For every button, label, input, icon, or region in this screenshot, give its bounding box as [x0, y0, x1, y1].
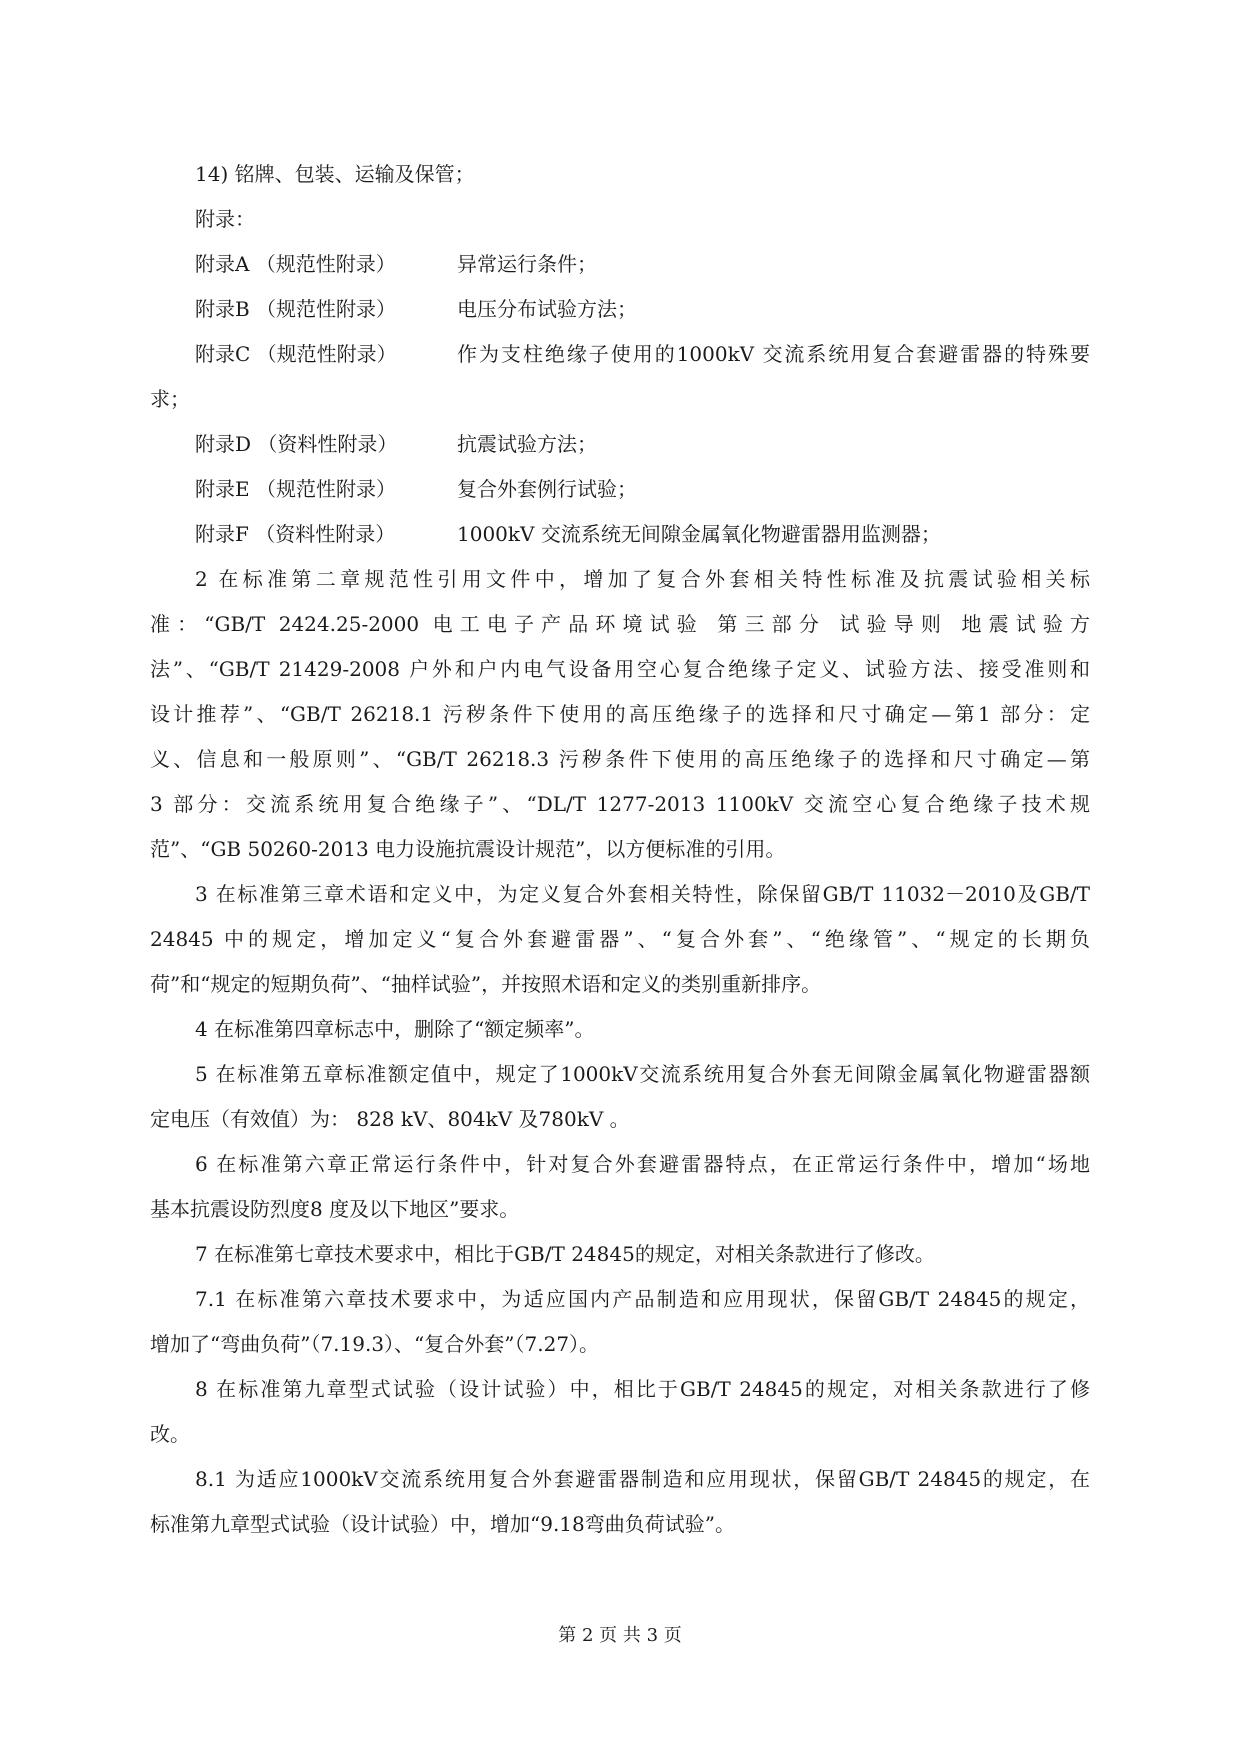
- appendix-f-row: [150, 512, 1090, 557]
- paragraph-2-line: 2 在标准第二章规范性引用文件中，增加了复合外套相关特性标准及抗震试验相关标: [195, 567, 1090, 591]
- appendix-d-desc: 抗震试验方法；: [457, 432, 597, 456]
- appendix-heading: 附录：: [195, 207, 255, 231]
- appendix-b-row: [150, 287, 1090, 332]
- appendix-a-row: [150, 242, 1090, 287]
- appendix-c-desc: 作为支柱绝缘子使用的1000kV 交流系统用复合套避雷器的特殊要: [457, 342, 1090, 366]
- paragraph-3-line: 荷”和“规定的短期负荷”、“抽样试验”，并按照术语和定义的类别重新排序。: [150, 972, 822, 996]
- paragraph-2-line: 准：“GB/T 2424.25-2000 电工电子产品环境试验 第三部分 试验导则 地震试验方: [150, 612, 1090, 636]
- appendix-c-label: 附录C （规范性附录）: [195, 342, 397, 366]
- paragraph-2-line: 设计推荐”、“GB/T 26218.1 污秽条件下使用的高压绝缘子的选择和尺寸确定—第1 部分：定: [150, 702, 1090, 726]
- appendix-c-row: [150, 332, 1090, 377]
- paragraph-7-1-line: 7.1 在标准第六章技术要求中，为适应国内产品制造和应用现状，保留GB/T 24845的规定，: [195, 1287, 1090, 1311]
- paragraph-8-line: 改。: [150, 1422, 190, 1446]
- appendix-a-desc: 异常运行条件；: [457, 252, 597, 276]
- appendix-f-label: 附录F （资料性附录）: [195, 522, 396, 546]
- paragraph-2-line: 法”、“GB/T 21429-2008 户外和户内电气设备用空心复合绝缘子定义、试验方法、接受准则和: [150, 657, 1090, 681]
- paragraph-6: [150, 1142, 1090, 1232]
- paragraph-7: 7 在标准第七章技术要求中，相比于GB/T 24845的规定，对相关条款进行了修改。: [195, 1242, 935, 1266]
- paragraph-6-line: 基本抗震设防烈度8 度及以下地区”要求。: [150, 1197, 520, 1221]
- paragraph-7-1: [150, 1277, 1090, 1367]
- paragraph-4: 4 在标准第四章标志中，删除了“额定频率”。: [195, 1017, 595, 1041]
- document-body: [150, 152, 1090, 1547]
- appendix-a-label: 附录A （规范性附录）: [195, 252, 396, 276]
- paragraph-2: [150, 557, 1090, 872]
- paragraph-8-1: [150, 1457, 1090, 1547]
- appendix-b-label: 附录B （规范性附录）: [195, 297, 397, 321]
- appendix-f-desc: 1000kV 交流系统无间隙金属氧化物避雷器用监测器；: [457, 522, 941, 546]
- paragraph-8: [150, 1367, 1090, 1457]
- paragraph-2-line: 义、信息和一般原则”、“GB/T 26218.3 污秽条件下使用的高压绝缘子的选择和尺寸确定—第: [150, 747, 1090, 771]
- paragraph-8-1-line: 标准第九章型式试验（设计试验）中，增加“9.18弯曲负荷试验”。: [150, 1512, 735, 1536]
- paragraph-6-line: 6 在标准第六章正常运行条件中，针对复合外套避雷器特点，在正常运行条件中，增加“场地: [195, 1152, 1090, 1176]
- appendix-e-desc: 复合外套例行试验；: [457, 477, 637, 501]
- paragraph-5-line: 定电压（有效值）为： 828 kV、804kV 及780kV 。: [150, 1107, 630, 1131]
- paragraph-7-1-line: 增加了“弯曲负荷”（7.19.3）、“复合外套”（7.27）。: [150, 1332, 600, 1356]
- paragraph-5: [150, 1052, 1090, 1142]
- paragraph-8-1-line: 8.1 为适应1000kV交流系统用复合外套避雷器制造和应用现状，保留GB/T 24845的规定，在: [195, 1467, 1090, 1491]
- appendix-b-desc: 电压分布试验方法；: [457, 297, 637, 321]
- paragraph-3-line: 24845 中的规定，增加定义“复合外套避雷器”、“复合外套”、“绝缘管”、“规定的长期负: [150, 927, 1090, 951]
- item-14: 14) 铭牌、包装、运输及保管；: [195, 162, 475, 186]
- paragraph-8-line: 8 在标准第九章型式试验（设计试验）中，相比于GB/T 24845的规定，对相关条款进行了修: [195, 1377, 1090, 1401]
- paragraph-2-line: 范”、“GB 50260-2013 电力设施抗震设计规范”，以方便标准的引用。: [150, 837, 786, 861]
- appendix-e-row: [150, 467, 1090, 512]
- page-number-footer: 第 2 页 共 3 页: [558, 1625, 682, 1646]
- appendix-e-label: 附录E （规范性附录）: [195, 477, 396, 501]
- paragraph-5-line: 5 在标准第五章标准额定值中，规定了1000kV交流系统用复合外套无间隙金属氧化物避雷器额: [195, 1062, 1090, 1086]
- paragraph-3: [150, 872, 1090, 1007]
- appendix-d-label: 附录D （资料性附录）: [195, 432, 398, 456]
- paragraph-3-line: 3 在标准第三章术语和定义中，为定义复合外套相关特性，除保留GB/T 11032－2010及GB/T: [195, 882, 1090, 906]
- appendix-d-row: [150, 422, 1090, 467]
- appendix-c-continuation: 求；: [150, 387, 190, 411]
- paragraph-2-line: 3 部分：交流系统用复合绝缘子”、“DL/T 1277-2013 1100kV 交流空心复合绝缘子技术规: [150, 792, 1090, 816]
